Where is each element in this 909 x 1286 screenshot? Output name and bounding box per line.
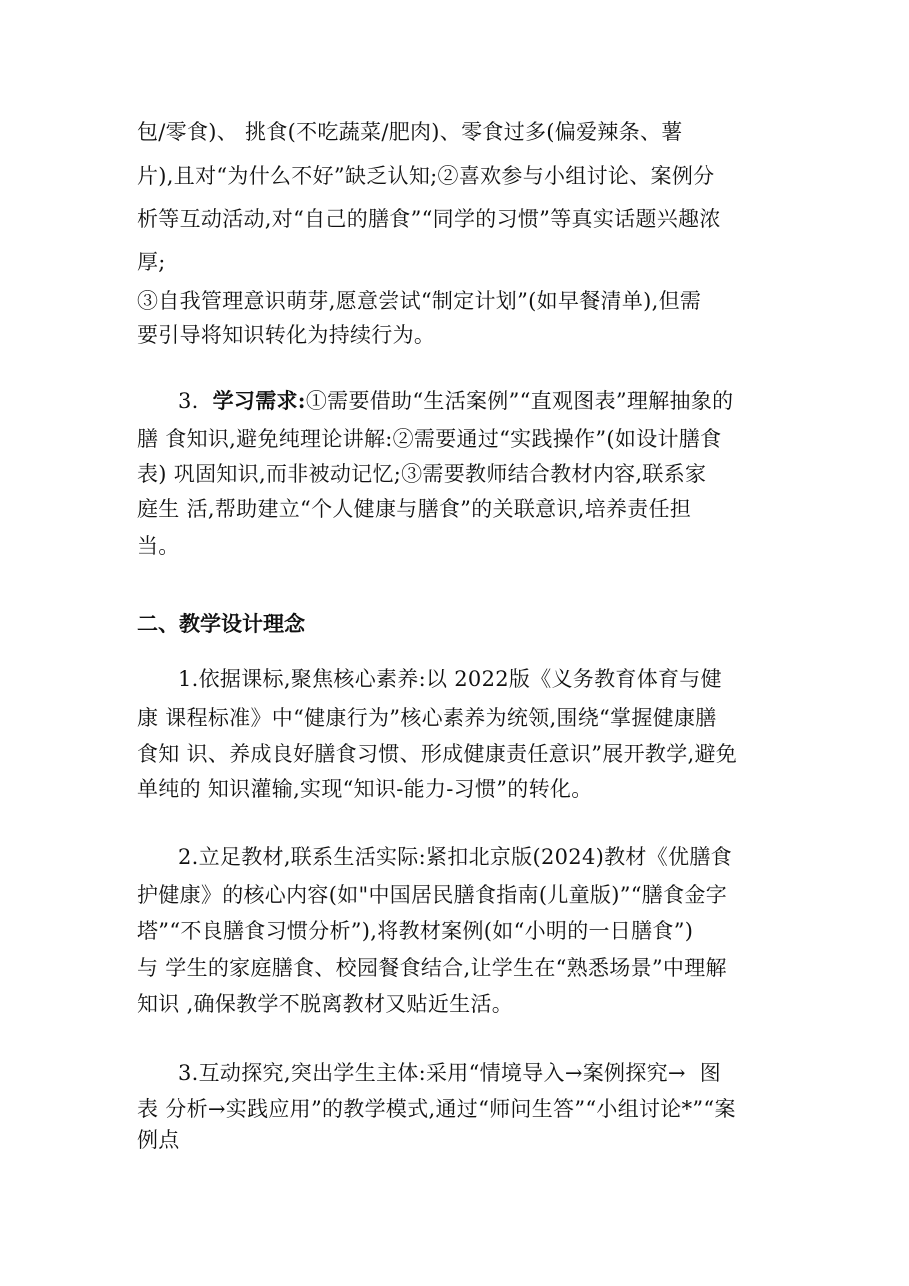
text-line: 知识 ,确保教学不脱离教材又贴近生活。 (137, 992, 514, 1016)
item-number: 3. (178, 389, 199, 413)
text-line: 膳 食知识,避免纯理论讲解:②需要通过“实践操作”(如设计膳食 (137, 427, 722, 451)
text-line: 2.立足教材,联系生活实际:紧扣北京版(2024)教材《优膳食 (178, 845, 732, 869)
text-line: 3.互动探究,突出学生主体:采用“情境导入→案例探究→ 图 (178, 1061, 722, 1085)
text-line: 包/零食)、 挑食(不吃蔬菜/肥肉)、零食过多(偏爱辣条、薯 (137, 120, 683, 144)
text-line: 庭生 活,帮助建立“个人健康与膳食”的关联意识,培养责任担 (137, 497, 692, 521)
learning-needs-paragraph (178, 386, 733, 416)
text-line: 1.依据课标,聚焦核心素养:以 2022版《义务教育体育与健 (178, 667, 722, 691)
text-line: 当。 (137, 534, 180, 558)
text-line: 表) 巩固知识,而非被动记忆;③需要教师结合教材内容,联系家 (137, 462, 707, 486)
text-line: 单纯的 知识灌输,实现“知识-能力-习惯”的转化。 (137, 777, 593, 801)
text-line: 析等互动活动,对“自己的膳食”“同学的习惯”等真实话题兴趣浓 (137, 207, 721, 231)
section-heading: 二、教学设计理念 (137, 612, 305, 636)
text-line: ③自我管理意识萌芽,愿意尝试“制定计划”(如早餐清单),但需 (137, 289, 702, 313)
text-line: 塔”“不良膳食习惯分析”),将教材案例(如“小明的一日膳食”) (137, 919, 694, 943)
text-line: 厚; (137, 250, 166, 274)
text-line: ①需要借助“生活案例”“直观图表”理解抽象的 (305, 389, 734, 413)
learning-needs-label: 学习需求: (212, 388, 306, 413)
text-line: 片),且对“为什么不好”缺乏认知;②喜欢参与小组讨论、案例分 (137, 164, 715, 188)
text-line: 食知 识、养成良好膳食习惯、形成健康责任意识”展开教学,避免 (137, 742, 738, 766)
text-line: 康 课程标准》中“健康行为”核心素养为统领,围绕“掌握健康膳 (137, 706, 717, 730)
text-line: 例点 (137, 1128, 180, 1152)
text-line: 护健康》的核心内容(如"中国居民膳食指南(儿童版)”“膳食金字 (137, 883, 728, 907)
text-line: 表 分析→实践应用”的教学模式,通过“师问生答”“小组讨论*”“案 (137, 1097, 736, 1121)
text-line: 与 学生的家庭膳食、校园餐食结合,让学生在“熟悉场景”中理解 (137, 956, 727, 980)
text-line: 要引导将知识转化为持续行为。 (137, 323, 436, 347)
